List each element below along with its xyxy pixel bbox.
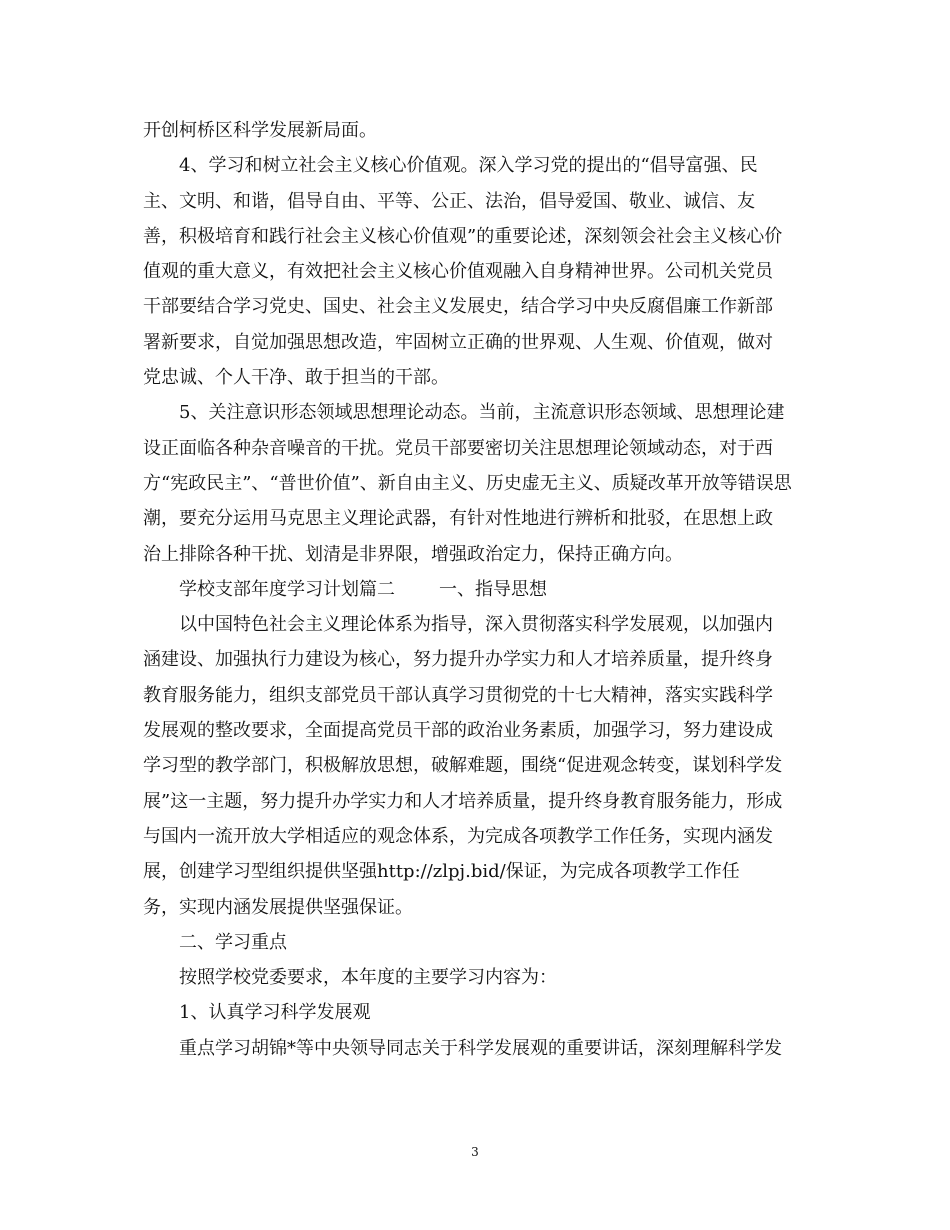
section-subtitle: 一、指导思想 — [439, 578, 547, 600]
text-line: 与国内一流开放大学相适应的观念体系，为完成各项教学工作任务，实现内涵发 — [143, 825, 773, 847]
text-line: 发展观的整改要求，全面提高党员干部的政治业务素质，加强学习，努力建设成 — [143, 720, 773, 742]
text-line: 务，实现内涵发展提供坚强保证。 — [143, 896, 413, 918]
page-number: 3 — [471, 1145, 479, 1159]
text-line: 署新要求，自觉加强思想改造，牢固树立正确的世界观、人生观、价值观，做对 — [143, 331, 773, 353]
text-line: 涵建设、加强执行力建设为核心，努力提升办学实力和人才培养质量，提升终身 — [143, 649, 773, 671]
text-line: 善，积极培育和践行社会主义核心价值观”的重要论述，深刻领会社会主义核心价 — [143, 225, 783, 247]
section-title: 学校支部年度学习计划篇二 — [179, 578, 395, 600]
text-line: 二、学习重点 — [179, 931, 287, 953]
text-line: 党忠诚、个人干净、敢于担当的干部。 — [143, 367, 449, 389]
text-line: 方“宪政民主”、“普世价值”、新自由主义、历史虚无主义、质疑改革开放等错误思 — [143, 472, 792, 494]
text-line: 治上排除各种干扰、划清是非界限，增强政治定力，保持正确方向。 — [143, 543, 683, 565]
text-line: 按照学校党委要求，本年度的主要学习内容为： — [179, 967, 557, 989]
text-line: 干部要结合学习党史、国史、社会主义发展史，结合学习中央反腐倡廉工作新部 — [143, 296, 773, 318]
text-line: 展，创建学习型组织提供坚强http://zlpj.bid/保证，为完成各项教学工作任 — [143, 861, 740, 883]
text-line: 学习型的教学部门，积极解放思想，破解难题，围绕“促进观念转变，谋划科学发 — [143, 755, 783, 777]
text-line: 值观的重大意义，有效把社会主义核心价值观融入自身精神世界。公司机关党员 — [143, 261, 773, 283]
text-line: 以中国特色社会主义理论体系为指导，深入贯彻落实科学发展观，以加强内 — [179, 614, 773, 636]
text-line: 4、学习和树立社会主义核心价值观。深入学习党的提出的“倡导富强、民 — [179, 155, 758, 177]
document-body — [143, 113, 807, 1066]
text-line: 主、文明、和谐，倡导自由、平等、公正、法治，倡导爱国、敬业、诚信、友 — [143, 190, 755, 212]
text-line: 展”这一主题，努力提升办学实力和人才培养质量，提升终身教育服务能力，形成 — [143, 790, 783, 812]
text-line: 潮，要充分运用马克思主义理论武器，有针对性地进行辨析和批驳，在思想上政 — [143, 508, 773, 530]
text-line: 1、认真学习科学发展观 — [179, 1002, 371, 1024]
text-line: 重点学习胡锦*等中央领导同志关于科学发展观的重要讲话，深刻理解科学发 — [179, 1037, 782, 1059]
section-heading — [143, 572, 807, 607]
text-line: 开创柯桥区科学发展新局面。 — [143, 120, 377, 141]
text-line: 设正面临各种杂音噪音的干扰。党员干部要密切关注思想理论领域动态，对于西 — [143, 437, 773, 459]
text-line: 教育服务能力，组织支部党员干部认真学习贯彻党的十七大精神，落实实践科学 — [143, 684, 773, 706]
text-line: 5、关注意识形态领域思想理论动态。当前，主流意识形态领域、思想理论建 — [179, 402, 785, 424]
